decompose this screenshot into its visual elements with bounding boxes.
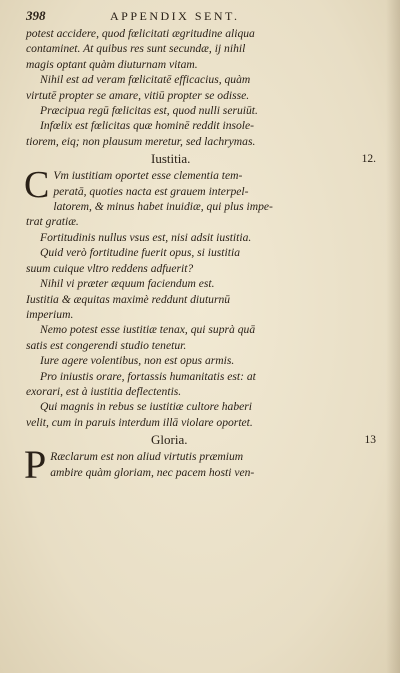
text-line: Vm iustitiam oportet esse clementia tem- bbox=[53, 169, 243, 183]
section-number: 13 bbox=[364, 434, 376, 447]
section-title: Iustitia. bbox=[151, 151, 191, 167]
text-line: Ræclarum est non aliud virtutis præmium bbox=[50, 450, 244, 464]
text-line: Præcipua regū fœlicitas est, quod nulli seruiūt. bbox=[40, 104, 258, 118]
text-line: Quid verò fortitudine fuerit opus, si iustitia bbox=[40, 246, 240, 260]
text-line: contaminet. At quibus res sunt secundæ, ij nihil bbox=[26, 42, 246, 56]
text-line: suum cuique vltro reddens adfuerit? bbox=[26, 261, 194, 275]
text-line: ambire quàm gloriam, nec pacem hosti ven- bbox=[50, 465, 255, 479]
text-line: magis optant quàm diuturnam vitam. bbox=[26, 57, 198, 71]
text-line: peratā, quoties nacta est grauem interpel- bbox=[53, 184, 249, 198]
text-line: Qui magnis in rebus se iustitiæ cultore haberi bbox=[40, 400, 253, 414]
drop-cap: C bbox=[24, 164, 50, 207]
running-title: APPENDIX SENT. bbox=[110, 9, 240, 23]
text-line: Infœlix est fœlicitas quæ hominē reddit insole- bbox=[40, 119, 255, 133]
text-line: trat gratiæ. bbox=[26, 215, 79, 229]
page-text bbox=[24, 26, 376, 488]
text-line: potest accidere, quod fœlicitati ægritudine aliqua bbox=[26, 27, 255, 40]
text-line: Pro iniustis orare, fortassis humanitatis est: at bbox=[40, 369, 256, 383]
folio-number: 398 bbox=[26, 8, 46, 23]
section-number: 12. bbox=[361, 153, 376, 166]
text-line: satis est congerendi studio tenetur. bbox=[26, 338, 187, 352]
page-gutter-shadow bbox=[386, 0, 400, 673]
paragraph-with-drop-cap bbox=[24, 442, 376, 488]
page-header bbox=[26, 8, 386, 24]
drop-cap: P bbox=[24, 442, 47, 488]
text-line: Nihil est ad veram fœlicitatē efficacius, quàm bbox=[40, 73, 251, 87]
text-line: Nemo potest esse iustitiæ tenax, qui suprà quā bbox=[40, 323, 256, 337]
text-line: Fortitudinis nullus vsus est, nisi adsit iustitia. bbox=[40, 230, 252, 244]
text-line: velit, cum in paruis interdum illā violare oportet. bbox=[26, 415, 253, 429]
section-title: Gloria. bbox=[151, 432, 188, 448]
section-heading-iustitia bbox=[26, 150, 376, 168]
text-line: Nihil vi præter æquum faciendum est. bbox=[40, 277, 215, 291]
text-line: Iure agere volentibus, non est opus armis. bbox=[40, 354, 235, 368]
section-heading-gloria bbox=[26, 431, 376, 449]
text-line: imperium. bbox=[26, 307, 74, 321]
text-line: latorem, & minus habet inuidiæ, qui plus impe- bbox=[53, 200, 273, 214]
text-line: tiorem, eiq; non plausum meretur, sed lachrymas. bbox=[26, 134, 256, 148]
text-line: virtutē propter se amare, vitiū propter se odisse. bbox=[26, 88, 250, 102]
text-line: Iustitia & æquitas maximè reddunt diuturnū bbox=[26, 292, 231, 306]
text-line: exorari, est à iustitia deflectentis. bbox=[26, 384, 182, 398]
